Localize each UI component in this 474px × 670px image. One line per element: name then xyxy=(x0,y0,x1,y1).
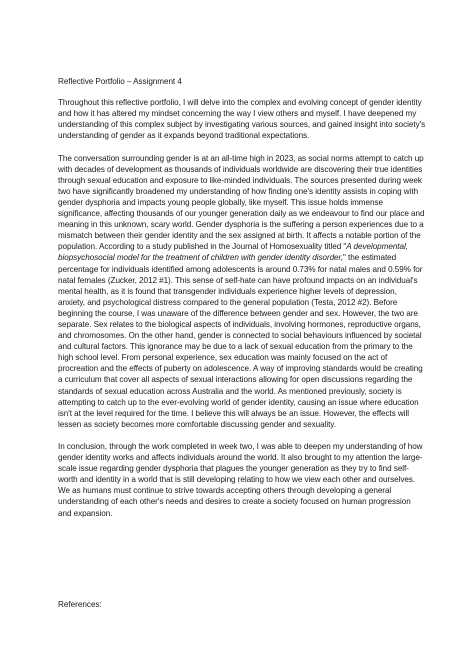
discussion-text-part1: The conversation surrounding gender is at an all-time high in 2023, as social norms attempt to catch up with decades of development as thousands of individuals worldwide are discovering their true identities through sexual education and exposure to like-minded individuals. The sources presented during week two have significantly broadened my understanding of how finding one's identity assists in coping with gender dysphoria and impacts young people globally, like myself. This issue holds immense significance, affecting thousands of our younger generation daily as we endeavour to find our place and meaning in this unknown, scary world. Gender dysphoria is the suffering a person experiences due to a mismatch between their gender identity and the sex assigned at birth. It affects a notable portion of the population. According to a study published in the Journal of Homosexuality titled " xyxy=(58,153,425,252)
document-title: Reflective Portfolio – Assignment 4 xyxy=(58,77,182,86)
discussion-text-part2: " the estimated percentage for individuals identified among adolescents is around 0.73% for natal males and 0.59% for natal females (Zucker, 2012 #1). This sense of self-hate can have profound impacts on an individual's mental health, as it is found that transgender individuals experience higher levels of depression, anxiety, and psychological distress compared to the general population (Testa, 2012 #2). Before beginning the course, I was unaware of the difference between gender and sex. However, the two are separate. Sex relates to the biological aspects of individuals, involving hormones, reproductive organs, and chromosomes. On the other hand, gender is connected to social behaviours influenced by societal and cultural factors. This ignorance may be due to a lack of sexual education from the primary to the high school level. From personal experience, sex education was mainly focused on the act of procreation and the effects of puberty on adolescence. A way of improving standards would be creating a curriculum that cover all aspects of sexual interactions allowing for open discussions regarding the standards of sexual education across Australia and the world. As mentioned previously, society is attempting to catch up to the ever-evolving world of gender identity, causing an issue where education isn't at the level required for the time. I believe this will always be an issue. However, the effects will lessen as society becomes more comfortable discussing gender and sexuality. xyxy=(58,253,423,429)
document-body xyxy=(58,76,426,530)
intro-paragraph: Throughout this reflective portfolio, I will delve into the complex and evolving concept of gender identity and how it has altered my mindset concerning the way I view others and myself. I have deepened my understanding of this complex subject by investigating various sources, and gained insight into society's understanding of gender as it expands beyond traditional expectations. xyxy=(58,98,426,141)
discussion-paragraph xyxy=(58,153,426,430)
study-title-italic: A developmental, biopsychosocial model for the treatment of children with gender identity disorder, xyxy=(58,242,408,263)
conclusion-paragraph: In conclusion, through the work completed in week two, I was able to deepen my understanding of how gender identity works and affects individuals around the world. It also brought to my attention the large-scale issue regarding gender dysphoria that plagues the younger generation as they try to find self-worth and identity in a world that is still developing relating to how we view each other and ourselves. We as humans must continue to strive towards accepting others through developing a general understanding of each other's needs and desires to create a society focused on human progression and expansion. xyxy=(58,442,423,518)
references-heading: References: xyxy=(58,600,102,609)
